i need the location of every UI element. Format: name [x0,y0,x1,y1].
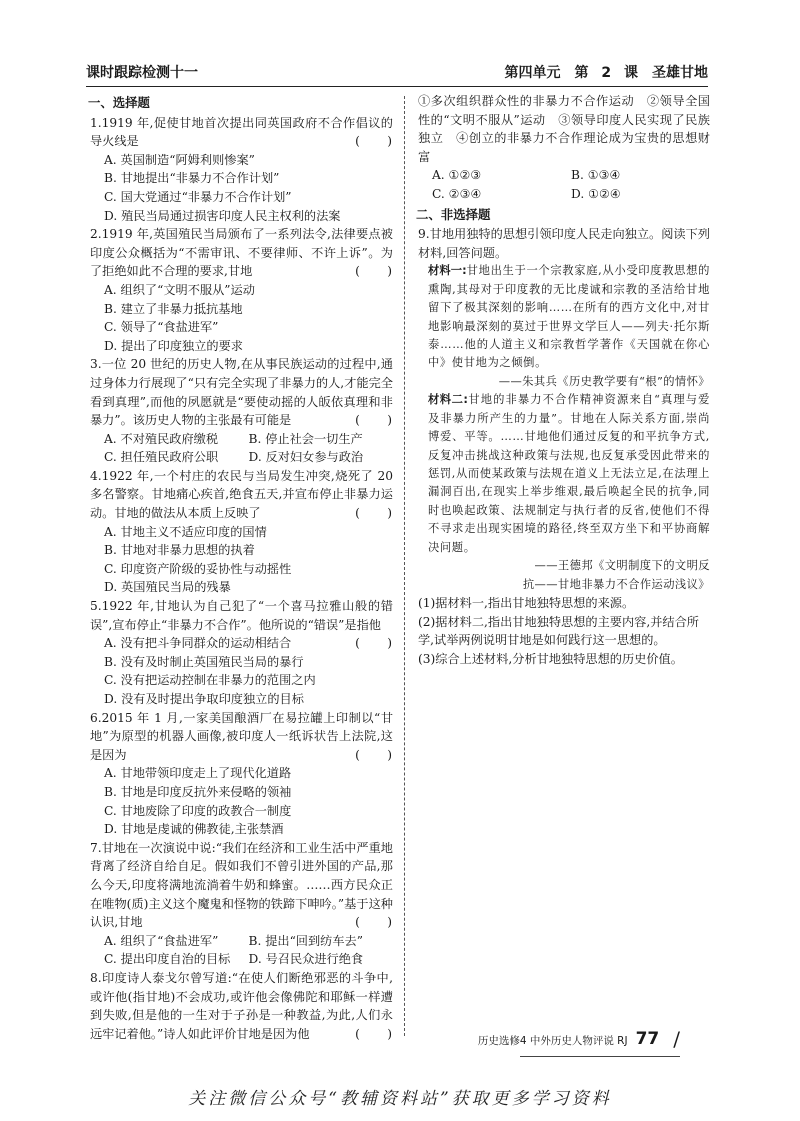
option: A. 英国制造“阿姆利则惨案” [104,152,255,167]
question-3 [90,355,393,467]
book-title: 历史选修4 中外历史人物评说 RJ [477,1035,628,1047]
question-5 [90,597,393,709]
option: C. 甘地废除了印度的政教合一制度 [104,803,292,818]
sub-question: (1)据材料一,指出甘地独特思想的来源。 [418,596,635,611]
question-4 [90,467,393,597]
option: D. 没有及时提出争取印度独立的目标 [104,692,304,706]
question-stem: 4.1922 年,一个村庄的农民与当局发生冲突,烧死了 20 多名警察。甘地痛心疾首,绝食五天,并宣布停止非暴力运动。甘地的做法从本质上反映了 [90,468,393,521]
answer-blank: ( ) [355,506,393,521]
worksheet-title: 课时跟踪检测十一 [86,65,198,81]
sub-question: (3)综合上述材料,分析甘地独特思想的历史价值。 [418,652,683,666]
option: D. 提出了印度独立的要求 [104,338,243,353]
material-source: 抗——甘地非暴力不合作运动浅议》 [522,577,710,591]
answer-blank: ( ) [355,134,393,149]
material-source: ——王德邦《文明制度下的文明反 [534,559,710,573]
option: C. 国大党通过“非暴力不合作计划” [104,189,292,204]
right-column [418,92,710,669]
answer-blank: ( ) [355,413,393,428]
page-footer [477,1027,680,1051]
question-stem: 9.甘地用独特的思想引领印度人民走向独立。阅读下列材料,回答问题。 [418,227,710,260]
option: C. 提出印度自治的目标 [104,952,231,967]
option: B. 甘地对非暴力思想的执着 [104,543,255,558]
question-stem: 1.1919 年,促使甘地首次提出同英国政府不合作倡议的导火线是 [90,115,393,149]
option: B. 没有及时制止英国殖民当局的暴行 [104,654,304,669]
option: B. 甘地提出“非暴力不合作计划” [104,171,280,186]
question-6 [90,709,393,839]
question-stem: 2.1919 年,英国殖民当局颁布了一系列法令,法律要点被印度公众概括为“不需审讯、不要律师、不许上诉”。为了拒绝如此不合理的要求,甘地 [90,227,393,279]
option: A. 组织了“文明不服从”运动 [104,282,255,297]
material-1 [418,262,710,372]
option: A. 组织了“食盐进军” [104,933,219,948]
option: C. 印度资产阶级的妥协性与动摇性 [104,561,292,576]
material-text: 甘地的非暴力不合作精神资源来自“真理与爱及非暴力所产生的力量”。甘地在人际关系方面,崇尚博爱、平等。……甘地他们通过反复的和平抗争方式,反复冲击挑战这种政策与法规,也反复承受因此带来的惩罚,从而使某政策与法规在道义上无法立足,在法理上漏洞百出,在现实上举步维艰,最后唤起全民的抗争,同时也唤起政策、法规制定与执行者的反省,使他们不得不寻求走出现实困境的路径,终至双方坐下和平协商解决问题。 [428,393,711,554]
column-divider [404,96,405,1036]
answer-blank: ( ) [355,264,393,279]
question-stem: 7.甘地在一次演说中说:“我们在经济和工业生活中严重地背离了经济自给自足。假如我们不曾引进外国的产品,那么今天,印度将满地流淌着牛奶和蜂蜜。……西方民众正在唯物(质)主义这个魔鬼和怪物的铁蹄下呻吟。”基于这种认识,甘地 [90,840,393,930]
question-stem: 3.一位 20 世纪的历史人物,在从事民族运动的过程中,通过身体力行展现了“只有完全实现了非暴力的人,才能完全看到真理”,而他的夙愿就是“要使动摇的人皈依真理和非暴力”。该历史人物的主张最有可能是 [90,357,393,428]
question-1 [90,114,393,226]
material-text: 甘地出生于一个宗教家庭,从小受印度教思想的熏陶,其母对于印度教的无比虔诚和宗教的圣洁给甘地留下了极其深刻的影响……在所有的西方文化中,对甘地影响最深刻的莫过于世界文学巨人——列夫·托尔斯泰……他的人道主义和宗教哲学著作《天国就在你心中》使甘地为之倾倒。 [428,264,710,370]
option: B. 甘地是印度反抗外来侵略的领袖 [104,784,292,799]
watermark: 关注微信公众号“教辅资料站”获取更多学习资料 [188,1089,612,1109]
option: D. 反对妇女参与政治 [248,450,364,465]
option: D. 英国殖民当局的残暴 [104,580,231,595]
question-7 [90,839,393,969]
option: A. 甘地主义不适应印度的国情 [104,524,267,539]
option: A. 没有把斗争同群众的运动相结合 [104,636,292,651]
option: B. 停止社会一切生产 [248,431,363,446]
option: A. 甘地带领印度走上了现代化道路 [104,766,292,781]
left-column [90,92,393,1043]
material-label: 材料一: [428,264,467,278]
answer-blank: ( ) [355,747,393,762]
option: B. ①③④ [571,168,621,183]
question-2 [90,225,393,355]
question-8-continued [418,92,710,204]
question-stem: 8.印度诗人泰戈尔曾写道:“在使人们断绝邪恶的斗争中,或许他(指甘地)不会成功,或许他会像佛陀和耶稣一样遭到失败,但是他的一生对于子孙是一种教益,为此,人们永远牢记着他。”诗人如此评价甘地是因为他 [90,970,393,1041]
material-source: ——朱其兵《历史教学要有“根”的情怀》 [498,374,710,388]
question-8-items: ①多次组织群众性的非暴力不合作运动 ②领导全国性的“文明不服从”运动 ③领导印度人民实现了民族独立 ④创立的非暴力不合作理论成为宝贵的思想财富 [418,94,710,164]
option: C. 领导了“食盐进军” [104,320,219,335]
option: B. 建立了非暴力抵抗基地 [104,301,243,316]
slash-mark: / [673,1027,680,1051]
question-9 [418,225,710,668]
material-2 [418,391,710,557]
option: C. ②③④ [432,186,482,201]
option: D. 号召民众进行绝食 [248,952,364,967]
section-heading-choice: 一、选择题 [88,95,150,110]
question-8 [90,969,393,1043]
answer-blank: ( ) [355,1026,393,1041]
section-heading-nonchoice: 二、非选择题 [416,206,491,222]
option: C. 担任殖民政府公职 [104,450,219,465]
material-label: 材料二: [428,393,468,407]
option: D. 殖民当局通过损害印度人民主权利的法案 [104,208,341,223]
page-number: 77 [635,1029,660,1049]
option: D. ①②④ [571,186,621,201]
sub-question: (2)据材料二,指出甘地独特思想的主要内容,并结合所学,试举两例说明甘地是如何践行这一思想的。 [418,614,699,648]
header-rule [86,86,708,87]
option: A. ①②③ [432,168,482,183]
question-stem: 5.1922 年,甘地认为自己犯了“一个喜马拉雅山般的错误”,宣布停止“非暴力不合作”。他所说的“错误”是指他 [90,599,393,632]
option: B. 提出“回到纺车去” [248,933,363,948]
option: A. 不对殖民政府缴税 [104,431,219,446]
option: C. 没有把运动控制在非暴力的范围之内 [104,673,316,688]
option: D. 甘地是虔诚的佛教徒,主张禁酒 [104,822,284,837]
answer-blank: ( ) [355,915,393,930]
footer-rule [520,1056,680,1057]
unit-lesson-title: 第四单元 第 2 课 圣雄甘地 [504,65,708,81]
answer-blank: ( ) [355,636,393,651]
question-stem: 6.2015 年 1 月,一家美国酿酒厂在易拉罐上印制以“甘地”为原型的机器人画像,被印度人一纸诉状告上法院,这是因为 [90,710,393,762]
